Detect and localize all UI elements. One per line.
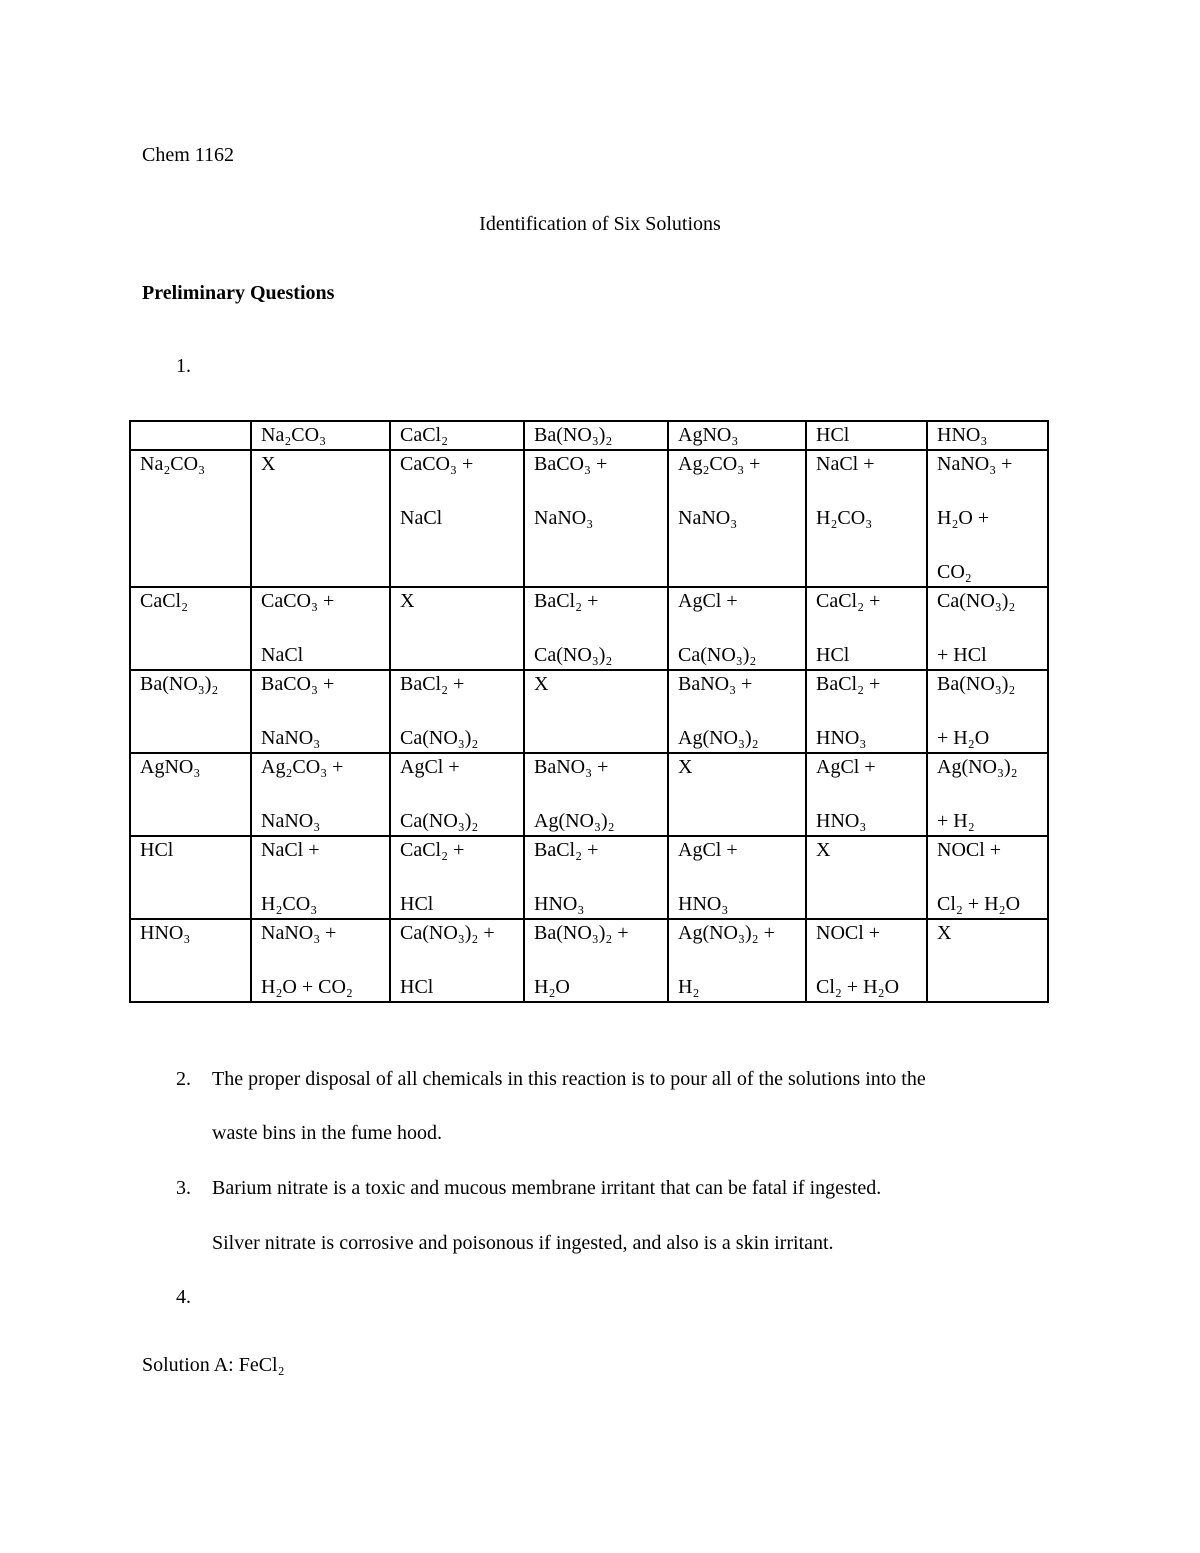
column-header-label: Na₂CO₃ [261, 424, 327, 446]
cell-line: Ca(NO₃)₂ [400, 810, 479, 832]
cell-line: Ag(NO₃)₂ [534, 810, 615, 832]
table-cell [390, 587, 524, 670]
table-cell [668, 753, 806, 836]
column-header [927, 421, 1048, 450]
cell-line: BaNO₃ + [534, 756, 609, 778]
row-header [130, 919, 251, 1002]
question-1-number: 1. [176, 355, 191, 377]
course-title: Chem 1162 [142, 144, 235, 166]
cell-line: HCl [400, 976, 434, 998]
table-cell [806, 753, 927, 836]
cell-line: Ca(NO₃)₂ [937, 590, 1016, 612]
column-header [251, 421, 390, 450]
row-header [130, 670, 251, 753]
cell-line: X [678, 756, 693, 778]
cell-line: NaCl + [261, 839, 320, 861]
table-cell [927, 753, 1048, 836]
cell-line: NOCl + [937, 839, 1002, 861]
cell-line: Ba(NO₃)₂ [937, 673, 1016, 695]
question-4-number: 4. [176, 1286, 191, 1308]
table-cell [390, 753, 524, 836]
table-cell [668, 836, 806, 919]
table-cell [251, 670, 390, 753]
cell-line: NaCl + [816, 453, 875, 475]
table-cell [927, 919, 1048, 1002]
column-header-label: Ba(NO₃)₂ [534, 424, 613, 446]
table-row [130, 450, 1048, 587]
cell-line: X [816, 839, 831, 861]
question-2-text-line-1: The proper disposal of all chemicals in this reaction is to pour all of the solutions into the [212, 1068, 926, 1090]
cell-line: H₂CO₃ [261, 893, 318, 915]
table-row [130, 753, 1048, 836]
cell-line: Ca(NO₃)₂ [678, 644, 757, 666]
cell-line: BaCl₂ + [534, 590, 599, 612]
question-3-text-line-1: Barium nitrate is a toxic and mucous membrane irritant that can be fatal if ingested. [212, 1177, 882, 1199]
cell-line: NaCl [400, 507, 443, 529]
table-cell [251, 919, 390, 1002]
cell-line: BaCO₃ + [261, 673, 335, 695]
table-cell [806, 670, 927, 753]
cell-line: BaCl₂ + [400, 673, 465, 695]
cell-line: HNO₃ [534, 893, 585, 915]
cell-line: X [261, 453, 276, 475]
table-cell [251, 587, 390, 670]
table-cell [927, 836, 1048, 919]
table-cell [390, 670, 524, 753]
cell-line: H₂O + CO₂ [261, 976, 353, 998]
row-header-label: Ba(NO₃)₂ [140, 673, 219, 695]
cell-line: NaNO₃ [678, 507, 738, 529]
cell-line: X [400, 590, 415, 612]
column-header [390, 421, 524, 450]
cell-line: Ag(NO₃)₂ + [678, 922, 775, 944]
cell-line: H₂ [678, 976, 700, 998]
table-cell [390, 919, 524, 1002]
column-header [806, 421, 927, 450]
cell-line: HNO₃ [816, 810, 867, 832]
question-2-number: 2. [176, 1068, 191, 1090]
row-header-label: Na₂CO₃ [140, 453, 206, 475]
cell-line: CaCl₂ + [816, 590, 881, 612]
cell-line: HCl [816, 644, 850, 666]
reaction-table [129, 420, 1049, 1003]
cell-line: HNO₃ [678, 893, 729, 915]
cell-line: NaCl [261, 644, 304, 666]
cell-line: NaNO₃ [261, 727, 321, 749]
table-row [130, 836, 1048, 919]
cell-line: H₂CO₃ [816, 507, 873, 529]
row-header-label: HNO₃ [140, 922, 191, 944]
table-cell [806, 919, 927, 1002]
cell-line: HCl [400, 893, 434, 915]
table-cell [668, 919, 806, 1002]
section-heading: Preliminary Questions [142, 282, 335, 304]
cell-line: Ag₂CO₃ + [678, 453, 761, 475]
cell-line: HNO₃ [816, 727, 867, 749]
cell-line: CaCO₃ + [400, 453, 474, 475]
table-cell [524, 670, 668, 753]
row-header-label: HCl [140, 839, 174, 861]
table-cell [806, 450, 927, 587]
cell-line: Ag(NO₃)₂ [678, 727, 759, 749]
cell-line: AgCl + [816, 756, 876, 778]
row-header-label: CaCl₂ [140, 590, 189, 612]
table-cell [524, 919, 668, 1002]
cell-line: Cl₂ + H₂O [937, 893, 1021, 915]
table-cell [251, 753, 390, 836]
cell-line: + HCl [937, 644, 987, 666]
cell-line: CaCl₂ + [400, 839, 465, 861]
cell-line: NaNO₃ + [937, 453, 1013, 475]
cell-line: + H₂O [937, 727, 990, 749]
column-header-label: HNO₃ [937, 424, 988, 446]
table-cell [927, 587, 1048, 670]
question-2-text-line-2: waste bins in the fume hood. [212, 1122, 442, 1144]
table-header-row [130, 421, 1048, 450]
column-header-label: HCl [816, 424, 850, 446]
cell-line: H₂O + [937, 507, 990, 529]
table-corner-cell [130, 421, 251, 450]
row-header [130, 753, 251, 836]
cell-line: AgCl + [678, 590, 738, 612]
cell-line: Ag₂CO₃ + [261, 756, 344, 778]
table-row [130, 919, 1048, 1002]
table-row [130, 670, 1048, 753]
cell-line: NaNO₃ + [261, 922, 337, 944]
table-cell [524, 450, 668, 587]
table-cell [806, 836, 927, 919]
cell-line: Ba(NO₃)₂ + [534, 922, 629, 944]
table-cell [927, 450, 1048, 587]
table-cell [524, 587, 668, 670]
cell-line: CO₂ [937, 561, 972, 583]
cell-line: AgCl + [400, 756, 460, 778]
cell-line: Ca(NO₃)₂ [534, 644, 613, 666]
cell-line: BaCO₃ + [534, 453, 608, 475]
table-cell [927, 670, 1048, 753]
cell-line: CaCO₃ + [261, 590, 335, 612]
row-header [130, 836, 251, 919]
table-cell [390, 450, 524, 587]
cell-line: X [937, 922, 952, 944]
cell-line: AgCl + [678, 839, 738, 861]
table-cell [251, 450, 390, 587]
column-header-label [140, 422, 250, 449]
table-cell [806, 587, 927, 670]
question-3-number: 3. [176, 1177, 191, 1199]
cell-line: + H₂ [937, 810, 975, 832]
table-cell [668, 450, 806, 587]
table-row [130, 587, 1048, 670]
cell-line: BaCl₂ + [816, 673, 881, 695]
cell-line: Cl₂ + H₂O [816, 976, 900, 998]
table-cell [668, 587, 806, 670]
cell-line: Ca(NO₃)₂ + [400, 922, 495, 944]
question-3-text-line-2: Silver nitrate is corrosive and poisonous if ingested, and also is a skin irritant. [212, 1232, 834, 1254]
cell-line: Ag(NO₃)₂ [937, 756, 1018, 778]
table-cell [251, 836, 390, 919]
cell-line: BaNO₃ + [678, 673, 753, 695]
column-header [524, 421, 668, 450]
cell-line: X [534, 673, 549, 695]
cell-line: BaCl₂ + [534, 839, 599, 861]
cell-line: NaNO₃ [534, 507, 594, 529]
column-header [668, 421, 806, 450]
table-cell [390, 836, 524, 919]
cell-line: NaNO₃ [261, 810, 321, 832]
solution-a-label: Solution A: FeCl₂ [142, 1354, 285, 1376]
document-title: Identification of Six Solutions [479, 213, 721, 235]
cell-line: Ca(NO₃)₂ [400, 727, 479, 749]
column-header-label: AgNO₃ [678, 424, 739, 446]
cell-line: H₂O [534, 976, 570, 998]
row-header [130, 587, 251, 670]
row-header-label: AgNO₃ [140, 756, 201, 778]
table-cell [668, 670, 806, 753]
row-header [130, 450, 251, 587]
column-header-label: CaCl₂ [400, 424, 449, 446]
cell-line: NOCl + [816, 922, 881, 944]
table-cell [524, 836, 668, 919]
table-cell [524, 753, 668, 836]
